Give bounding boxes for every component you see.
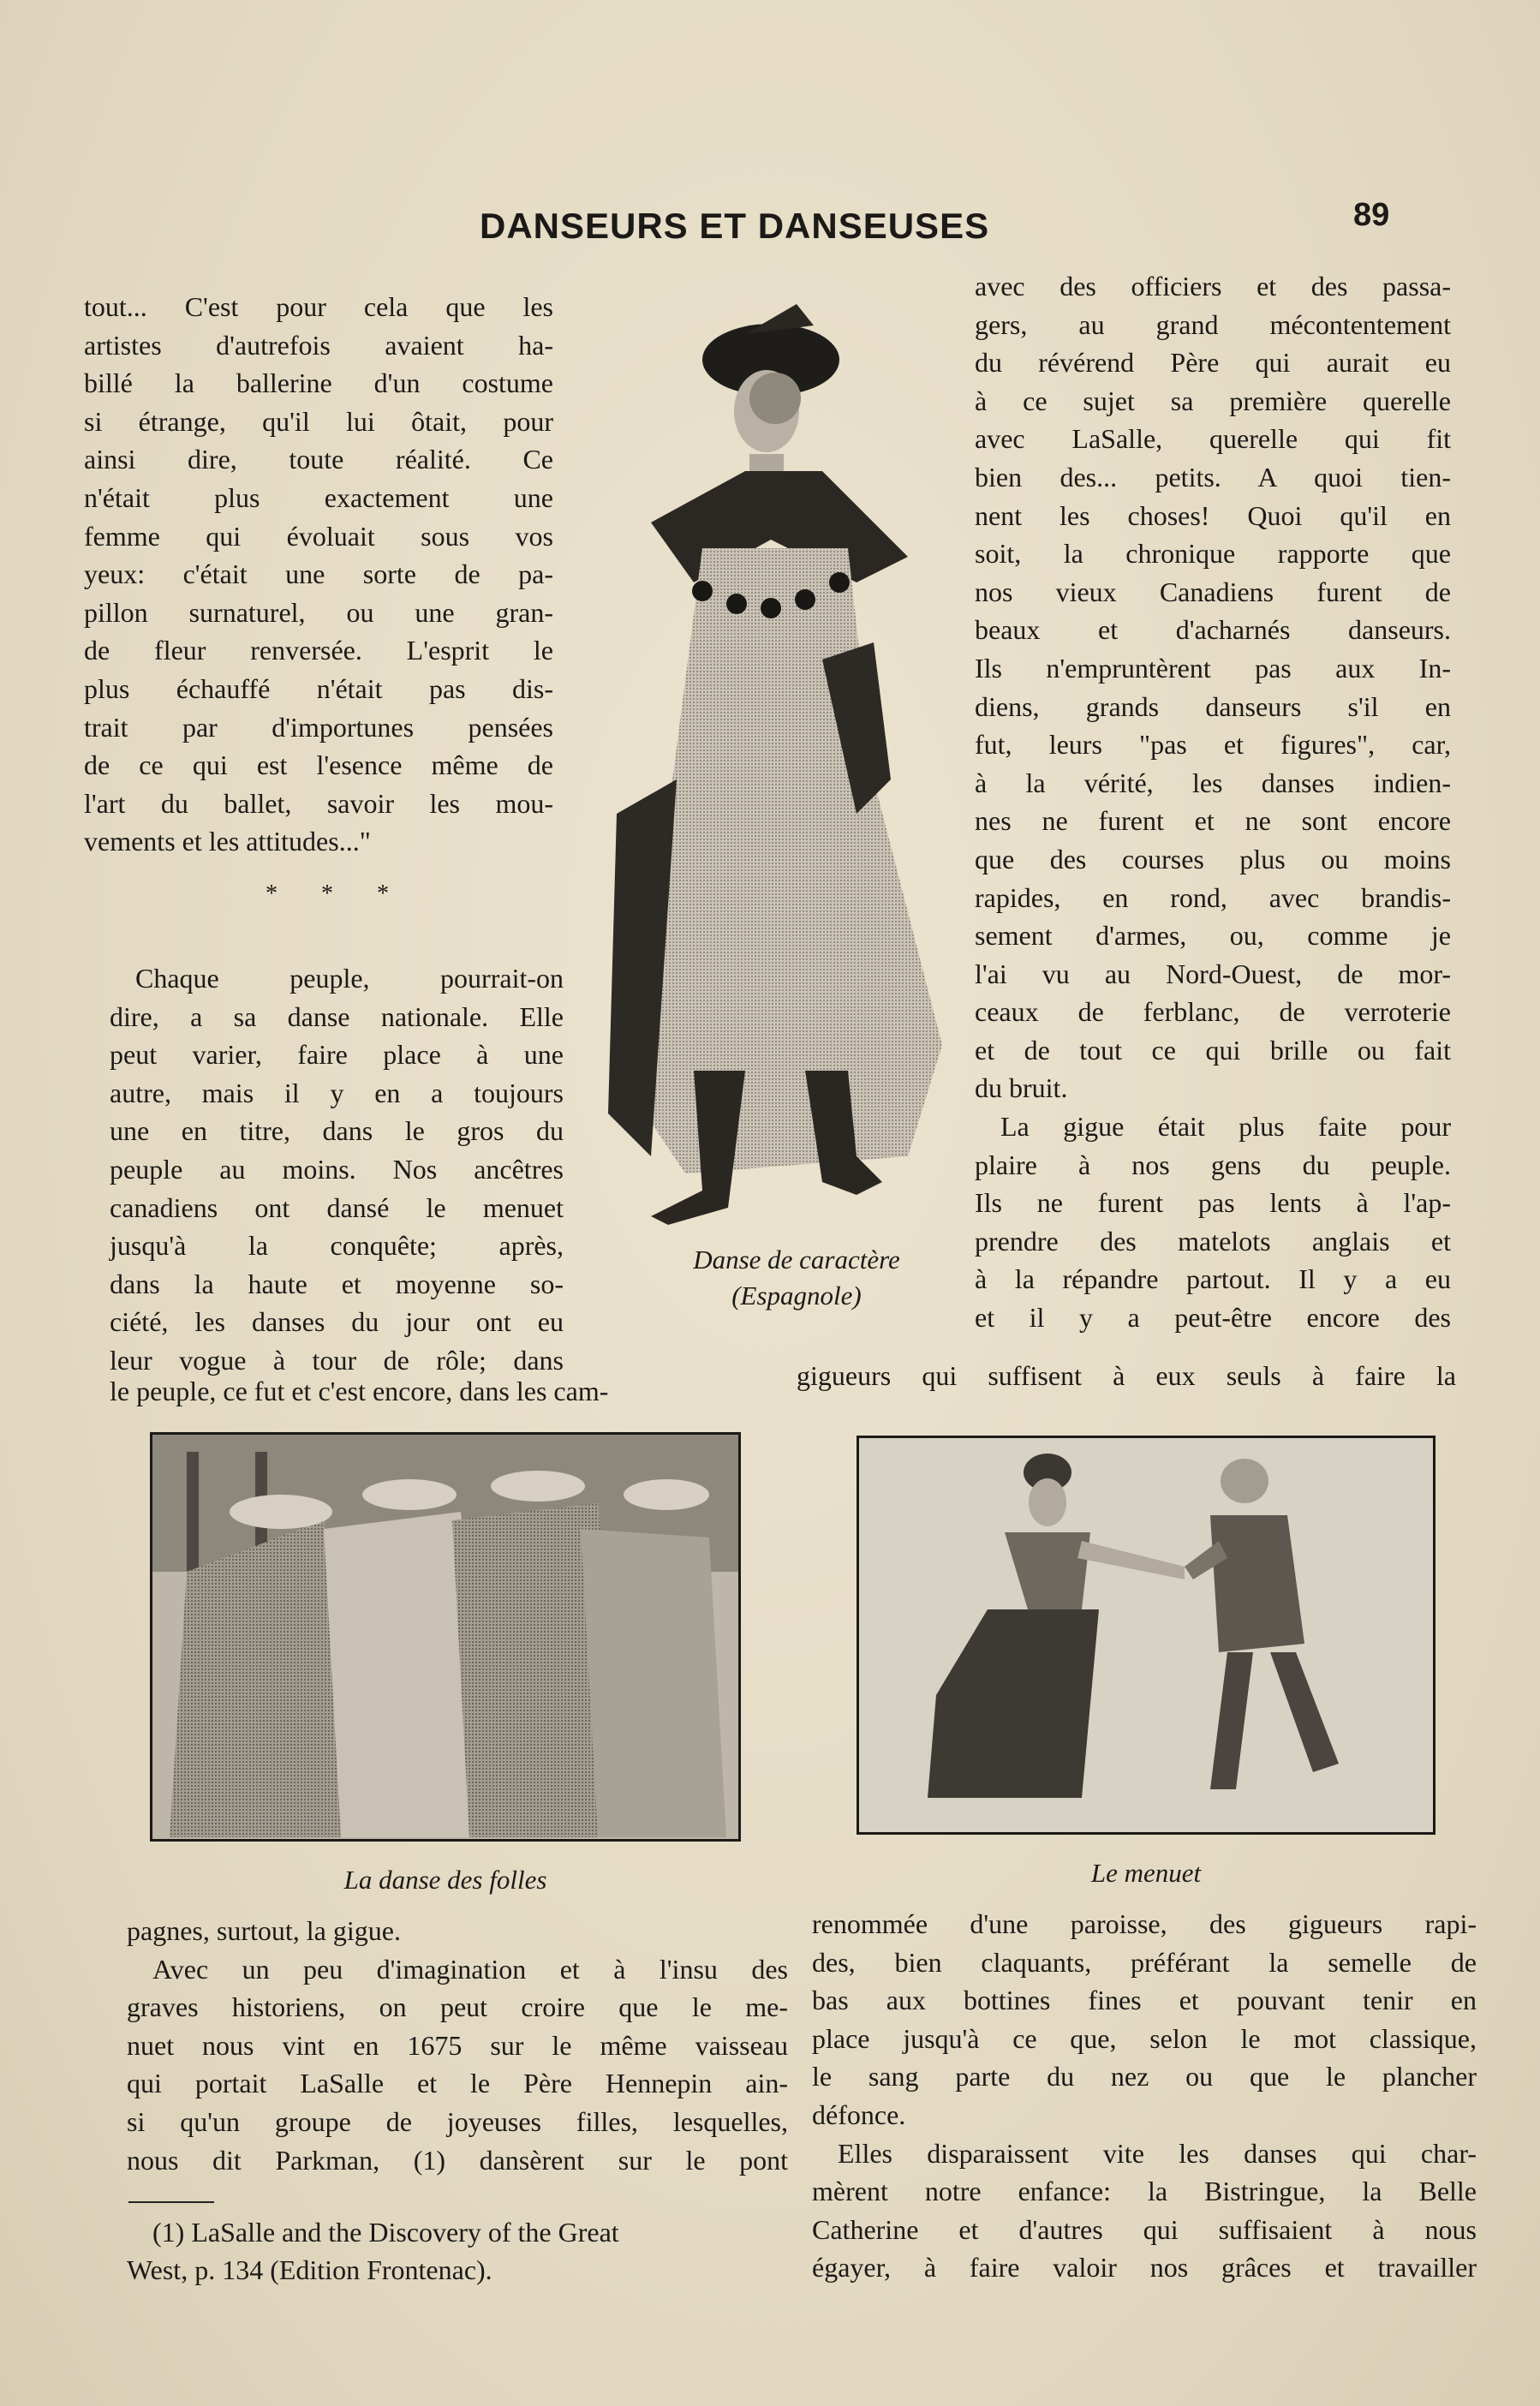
text-line: une en titre, dans le gros du [110, 1115, 564, 1147]
text-line: si qu'un groupe de joyeuses filles, lesquelles, [127, 2105, 788, 2137]
text-line: de fleur renversée. L'esprit le [84, 635, 553, 666]
text-line: La gigue était plus faite pour [1000, 1111, 1451, 1143]
text-line: ceaux de ferblanc, de verroterie [975, 996, 1451, 1028]
text-line: le peuple, ce fut et c'est encore, dans les cam- [110, 1376, 609, 1406]
danse-des-folles-illustration [152, 1435, 738, 1839]
footnote-rule [128, 2201, 214, 2203]
text-line: Chaque peuple, pourrait-on [135, 963, 564, 994]
text-line: nous dit Parkman, (1) dansèrent sur le pont [127, 2144, 788, 2176]
text-line: sement d'armes, ou, comme je [975, 920, 1451, 952]
text-line: avec LaSalle, querelle qui fit [975, 423, 1451, 455]
column-bottom-right [812, 1905, 1477, 2287]
text-line: égayer, à faire valoir nos grâces et travailler [812, 2252, 1477, 2284]
text-line: artistes d'autrefois avaient ha- [84, 329, 553, 361]
figure-caption-top [634, 1242, 959, 1314]
figure-caption-bottom-left: La danse des folles [343, 1865, 547, 1895]
figure-caption-bottom-right: Le menuet [1090, 1858, 1202, 1888]
text-line: fut, leurs "pas et figures", car, [975, 729, 1451, 761]
text-line: de ce qui est l'esence même de [84, 749, 553, 781]
text-line-spanning-right [797, 1357, 1456, 1395]
text-line: plus échauffé n'était pas dis- [84, 672, 553, 704]
text-line: à la répandre partout. Il y a eu [975, 1263, 1451, 1295]
text-line: prendre des matelots anglais et [975, 1225, 1451, 1257]
column-top-right [975, 267, 1451, 1337]
column-top-left [84, 288, 553, 861]
footnote-line: (1) LaSalle and the Discovery of the Great [152, 2217, 619, 2248]
text-line: l'ai vu au Nord-Ouest, de mor- [975, 958, 1451, 989]
text-line: nent les choses! Quoi qu'il en [975, 499, 1451, 531]
text-line: diens, grands danseurs s'il en [975, 690, 1451, 722]
text-line: billé la ballerine d'un costume [84, 367, 553, 399]
text-line: peuple au moins. Nos ancêtres [110, 1153, 564, 1185]
text-line: nuet nous vint en 1675 sur le même vaisseau [127, 2029, 788, 2061]
text-line: leur vogue à tour de rôle; dans [110, 1344, 564, 1376]
text-line: nos vieux Canadiens furent de [975, 576, 1451, 607]
text-line: place jusqu'à ce que, selon le mot classique, [812, 2022, 1477, 2054]
text-line: Elles disparaissent vite les danses qui char- [838, 2137, 1477, 2169]
text-line: renommée d'une paroisse, des gigueurs rapi- [812, 1908, 1477, 1939]
text-line: Catherine et d'autres qui suffisaient à nous [812, 2213, 1477, 2245]
text-line: gers, au grand mécontentement [975, 308, 1451, 340]
text-line: pillon surnaturel, ou une gran- [84, 596, 553, 628]
text-line: bien des... petits. A quoi tien- [975, 461, 1451, 493]
text-line: plaire à nos gens du peuple. [975, 1149, 1451, 1180]
text-line: l'art du ballet, savoir les mou- [84, 787, 553, 819]
text-line: jusqu'à la conquête; après, [110, 1230, 564, 1262]
text-line: des, bien claquants, préférant la semelle de [812, 1946, 1477, 1978]
text-line: pagnes, surtout, la gigue. [127, 1915, 401, 1946]
text-line: trait par d'importunes pensées [84, 711, 553, 743]
text-line: rapides, en rond, avec brandis- [975, 881, 1451, 913]
text-line: défonce. [812, 2099, 906, 2130]
text-line: avec des officiers et des passa- [975, 271, 1451, 301]
text-line: que des courses plus ou moins [975, 843, 1451, 875]
text-line: n'était plus exactement une [84, 481, 553, 513]
text-line: dans la haute et moyenne so- [110, 1268, 564, 1299]
text-line: dire, a sa danse nationale. Elle [110, 1000, 564, 1032]
text-line: du bruit. [975, 1072, 1068, 1104]
text-line: et de tout ce qui brille ou fait [975, 1034, 1451, 1066]
text-line: peut varier, faire place à une [110, 1039, 564, 1071]
text-line: vements et les attitudes..." [84, 826, 371, 857]
text-line: femme qui évoluait sous vos [84, 520, 553, 552]
text-line-spanning-left [110, 1372, 761, 1411]
text-line: à la vérité, les danses indien- [975, 767, 1451, 798]
text-line: Ils ne furent pas lents à l'ap- [975, 1187, 1451, 1219]
text-line: qui portait LaSalle et le Père Hennepin ain- [127, 2068, 788, 2099]
column-bottom-left [127, 1912, 788, 2179]
text-line: bas aux bottines fines et pouvant tenir en [812, 1985, 1477, 2016]
text-line: si étrange, qu'il lui ôtait, pour [84, 405, 553, 437]
text-line: du révérend Père qui aurait eu [975, 347, 1451, 379]
text-line: canadiens ont dansé le menuet [110, 1191, 564, 1223]
text-line: le sang parte du nez ou que le plancher [812, 2061, 1477, 2093]
text-line: Avec un peu d'imagination et à l'insu des [152, 1953, 788, 1985]
text-line: ciété, les danses du jour ont eu [110, 1306, 564, 1338]
text-line: à ce sujet sa première querelle [975, 385, 1451, 416]
figure-danse-des-folles [150, 1432, 741, 1842]
footnote-line: West, p. 134 (Edition Frontenac). [127, 2254, 492, 2285]
text-line: beaux et d'acharnés danseurs. [975, 614, 1451, 646]
text-line: yeux: c'était une sorte de pa- [84, 558, 553, 590]
le-menuet-illustration [859, 1438, 1433, 1832]
text-line: tout... C'est pour cela que les [84, 291, 553, 322]
text-line: Ils n'empruntèrent pas aux In- [975, 652, 1451, 684]
dancer-illustration [600, 300, 959, 1242]
text-line: soit, la chronique rapporte que [975, 538, 1451, 570]
text-line: autre, mais il y en a toujours [110, 1077, 564, 1108]
figure-spanish-dancer [600, 300, 959, 1242]
section-separator: * * * [266, 881, 408, 907]
page-number: 89 [1353, 197, 1390, 233]
text-line: gigueurs qui suffisent à eux seuls à faire la [797, 1360, 1456, 1391]
caption-line: (Espagnole) [731, 1281, 862, 1310]
text-line: ainsi dire, toute réalité. Ce [84, 444, 553, 475]
text-line: mèrent notre enfance: la Bistringue, la Belle [812, 2176, 1477, 2207]
page-title: DANSEURS ET DANSEUSES [480, 206, 990, 246]
text-line: nes ne furent et ne sont encore [975, 805, 1451, 837]
footnote [127, 2213, 786, 2289]
figure-le-menuet [857, 1436, 1436, 1835]
caption-line: Danse de caractère [693, 1245, 900, 1275]
text-line: graves historiens, on peut croire que le me- [127, 1991, 788, 2023]
text-line: et il y a peut-être encore des [975, 1302, 1451, 1334]
column-mid-left [110, 959, 564, 1380]
